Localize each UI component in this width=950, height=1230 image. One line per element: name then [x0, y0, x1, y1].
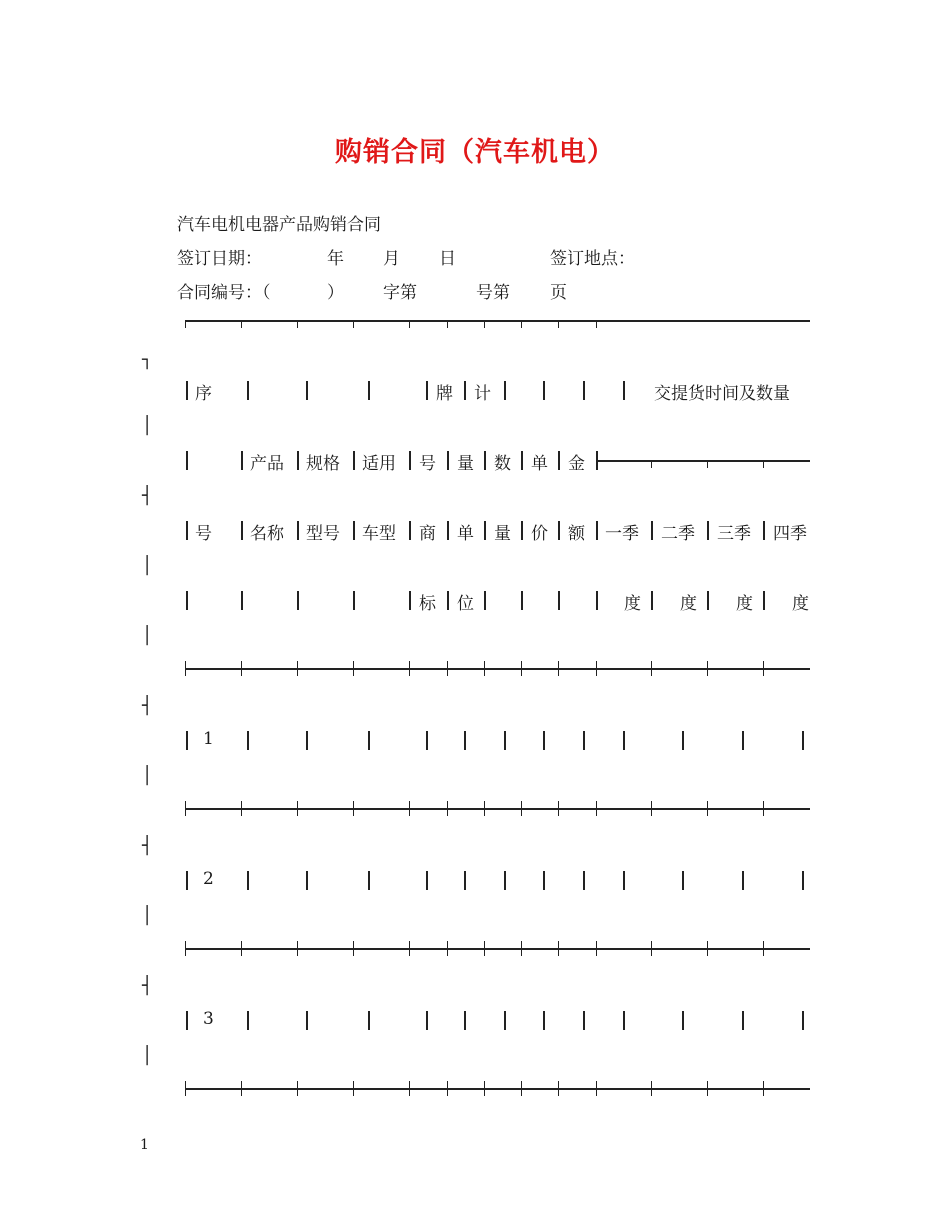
header-biao: 标: [419, 594, 436, 614]
contract-no-label: 合同编号：（: [177, 283, 271, 303]
header-price: 价: [531, 524, 548, 544]
header-applicable: 适用: [362, 454, 396, 474]
header-name: 名称: [250, 524, 284, 544]
sign-place-label: 签订地点：: [550, 249, 635, 269]
header-hao: 号: [419, 454, 436, 474]
header-product: 产品: [250, 454, 284, 474]
table-tick: [447, 320, 448, 328]
row-number: 3: [203, 1009, 214, 1029]
header-measure: 计: [474, 384, 491, 404]
document-title: 购销合同（汽车机电）: [335, 137, 615, 168]
header-dan2: 单: [457, 524, 474, 544]
sign-date-label: 签订日期：: [177, 249, 262, 269]
header-vehicle: 车型: [362, 524, 396, 544]
header-amount: 额: [568, 524, 585, 544]
row-number: 2: [203, 869, 214, 889]
header-q4: 四季: [773, 524, 807, 544]
table-separator: [185, 668, 810, 670]
table-tick: [409, 320, 410, 328]
contract-subtitle: 汽车电机电器产品购销合同: [177, 215, 381, 235]
header-du-4: 度: [792, 594, 809, 614]
year-label: 年: [327, 249, 344, 269]
table-tick: [596, 320, 597, 328]
table-tick: [297, 320, 298, 328]
table-tick: [484, 320, 485, 328]
contract-ye: 页: [550, 283, 567, 303]
header-shu: 数: [494, 454, 511, 474]
header-model: 型号: [306, 524, 340, 544]
table-tick: [241, 320, 242, 328]
header-du-1: 度: [624, 594, 641, 614]
header-delivery: 交提货时间及数量: [654, 384, 790, 404]
table-bottom-border: [185, 1088, 810, 1090]
header-q3: 三季: [717, 524, 751, 544]
header-liang2: 量: [494, 524, 511, 544]
page-number: 1: [140, 1137, 149, 1153]
contract-no-paren-close: ）: [327, 283, 344, 303]
header-du-2: 度: [680, 594, 697, 614]
header-no: 号: [195, 524, 212, 544]
table-tick: [558, 320, 559, 328]
contract-hao-di: 号第: [476, 283, 510, 303]
table-tick: [185, 320, 186, 328]
header-q1: 一季: [605, 524, 639, 544]
header-shang: 商: [419, 524, 436, 544]
header-dan: 单: [531, 454, 548, 474]
header-liang: 量: [457, 454, 474, 474]
header-brand: 牌: [436, 384, 453, 404]
row-number: 1: [203, 729, 214, 749]
header-jin: 金: [568, 454, 585, 474]
header-q2: 二季: [661, 524, 695, 544]
header-seq: 序: [195, 384, 212, 404]
table-top-border: [185, 320, 810, 322]
table-tick: [521, 320, 522, 328]
day-label: 日: [439, 249, 456, 269]
header-du-3: 度: [736, 594, 753, 614]
header-spec: 规格: [306, 454, 340, 474]
header-wei: 位: [457, 594, 474, 614]
table-tick: [353, 320, 354, 328]
contract-zi-di: 字第: [383, 283, 417, 303]
month-label: 月: [383, 249, 400, 269]
